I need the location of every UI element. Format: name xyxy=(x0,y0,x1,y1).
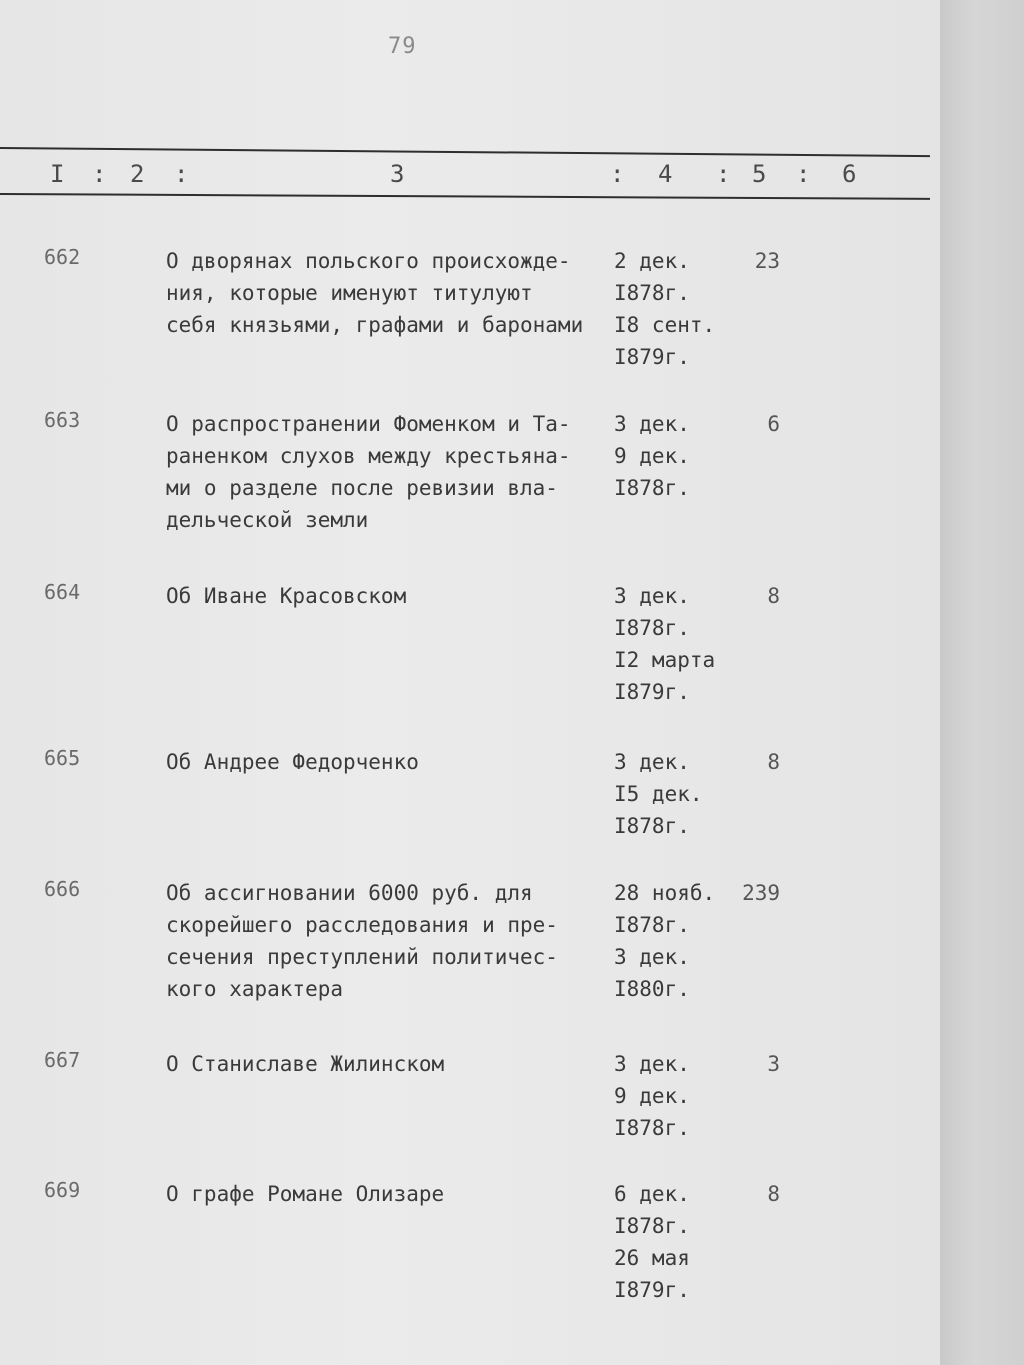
entry-number: 663 xyxy=(44,408,81,432)
entry-sheet-count: 3 xyxy=(767,1052,780,1076)
entry-dates: 3 дек. 9 дек. I878г. xyxy=(614,412,690,500)
entry-sheet-count: 6 xyxy=(767,412,780,436)
entry-title: Об ассигновании 6000 руб. для скорейшего расследования и пре- сечения преступлений политичес- кого характера xyxy=(166,881,558,1001)
entry-dates: 6 дек. I878г. 26 мая I879г. xyxy=(614,1182,690,1302)
entry-number: 669 xyxy=(44,1178,81,1202)
entry-sheet-count: 8 xyxy=(767,584,780,608)
entry-dates: 2 дек. I878г. I8 сент. I879г. xyxy=(614,249,716,369)
entry-number: 666 xyxy=(44,877,81,901)
entry-title: Об Иване Красовском xyxy=(166,584,407,608)
header-top-rule xyxy=(0,147,930,157)
entry-sheet-count: 239 xyxy=(742,881,780,905)
entry-title: О распространении Фоменком и Та- раненком слухов между крестьяна- ми о разделе после ревизии вла- дельческой земли xyxy=(166,412,571,532)
column-header-6: 6 xyxy=(842,160,857,188)
page-edge xyxy=(940,0,1024,1365)
entry-dates: 28 нояб. I878г. 3 дек. I880г. xyxy=(614,881,716,1001)
column-separator: : xyxy=(796,160,811,188)
column-header-2: 2 xyxy=(130,160,145,188)
column-header-1: I xyxy=(50,160,65,188)
entry-title: Об Андрее Федорченко xyxy=(166,750,419,774)
column-separator: : xyxy=(610,160,625,188)
column-header-5: 5 xyxy=(752,160,767,188)
entry-title: О графе Романе Олизаре xyxy=(166,1182,445,1206)
column-separator: : xyxy=(92,160,107,188)
entry-dates: 3 дек. I878г. I2 марта I879г. xyxy=(614,584,716,704)
entry-title: О Станиславе Жилинском xyxy=(166,1052,445,1076)
entry-dates: 3 дек. I5 дек. I878г. xyxy=(614,750,703,838)
entry-sheet-count: 23 xyxy=(754,249,780,273)
entry-number: 662 xyxy=(44,245,81,269)
entry-number: 664 xyxy=(44,580,81,604)
column-separator: : xyxy=(174,160,189,188)
page-number: 79 xyxy=(388,34,417,59)
entry-sheet-count: 8 xyxy=(767,1182,780,1206)
entry-title: О дворянах польского происхожде- ния, которые именуют титулуют себя князьями, графами и баронами xyxy=(166,249,584,337)
column-header-3: 3 xyxy=(390,160,405,188)
column-separator: : xyxy=(716,160,731,188)
entry-number: 665 xyxy=(44,746,81,770)
entry-dates: 3 дек. 9 дек. I878г. xyxy=(614,1052,690,1140)
header-bottom-rule xyxy=(0,193,930,200)
column-header-4: 4 xyxy=(658,160,673,188)
entry-number: 667 xyxy=(44,1048,81,1072)
entry-sheet-count: 8 xyxy=(767,750,780,774)
